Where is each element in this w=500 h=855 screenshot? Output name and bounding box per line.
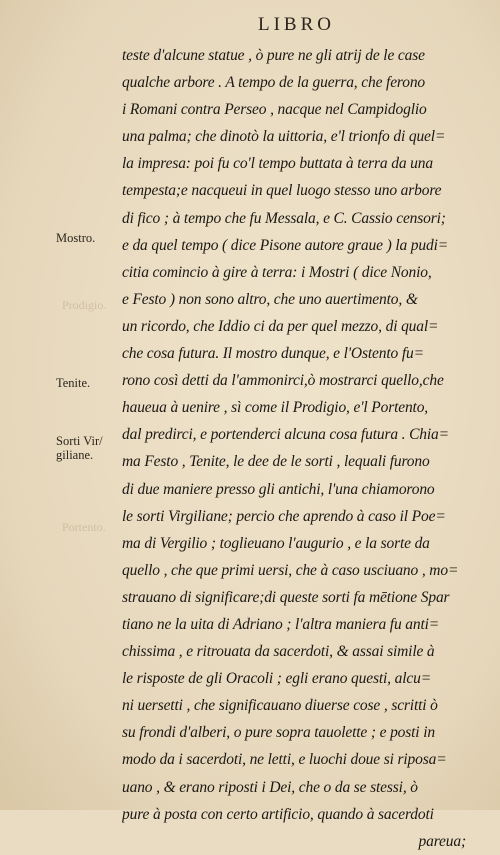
text-line: tempesta;e nacqueui in quel luogo stesso uno arbore bbox=[122, 182, 442, 200]
text-line: teste d'alcune statue , ò pure ne gli atrij de le case bbox=[122, 47, 425, 64]
text-line: dal predirci, e portenderci alcuna cosa futura . Chia= bbox=[122, 426, 449, 444]
text-line: le risposte de gli Oracoli ; egli erano questi, alcu= bbox=[122, 670, 432, 688]
bleed-through-note: Prodigio. bbox=[62, 298, 107, 312]
running-header: LIBRO bbox=[258, 14, 335, 35]
text-line: e Festo ) non sono altro, che uno auertimento, & bbox=[122, 290, 418, 308]
text-line: chissima , e ritrouata da sacerdoti, & assai simile à bbox=[122, 643, 435, 661]
bleed-through-note: Portento. bbox=[62, 520, 106, 534]
text-line: ma di Vergilio ; toglieuano l'augurio , e la sorte da bbox=[122, 534, 430, 552]
text-line: modo da i sacerdoti, ne letti, e luochi doue si riposa= bbox=[122, 751, 447, 769]
text-line: le sorti Virgiliane; percio che aprendo à caso il Poe= bbox=[122, 507, 446, 525]
text-line: la impresa: poi fu co'l tempo buttata à terra da una bbox=[122, 155, 433, 173]
text-line: pure à posta con certo artificio, quando à sacerdoti bbox=[122, 805, 434, 823]
text-line: un ricordo, che Iddio ci da per quel mezzo, di qual= bbox=[122, 317, 439, 335]
text-line: e da quel tempo ( dice Pisone autore graue ) la pudi= bbox=[122, 236, 449, 254]
margin-note-sorti-2: giliane. bbox=[56, 448, 94, 462]
text-line-catchword: pareua; bbox=[418, 832, 466, 850]
text-line: di due maniere presso gli antichi, l'una chiamorono bbox=[122, 480, 435, 498]
text-line: uano , & erano riposti i Dei, che o da se stessi, ò bbox=[122, 778, 418, 796]
margin-note-tenite: Tenite. bbox=[56, 376, 91, 390]
text-line: strauano di significare;di queste sorti fa mētione Spar bbox=[122, 588, 450, 606]
text-line: di fico ; à tempo che fu Messala, e C. Cassio censori; bbox=[122, 209, 446, 227]
text-line: ma Festo , Tenite, le dee de le sorti , lequali furono bbox=[122, 453, 430, 471]
text-line: haueua à uenire , sì come il Prodigio, e'l Portento, bbox=[122, 399, 429, 417]
margin-note-sorti-1: Sorti Vir/ bbox=[56, 434, 103, 448]
margin-note-mostro: Mostro. bbox=[56, 231, 96, 245]
text-line: tiano ne la uita di Adriano ; l'altra maniera fu anti= bbox=[122, 615, 440, 633]
text-line: qualche arbore . A tempo de la guerra, che ferono bbox=[122, 74, 426, 92]
text-line: quello , che que primi uersi, che à caso usciuano , mo= bbox=[122, 561, 459, 579]
text-line: su frondi d'alberi, o pure sopra tauolette ; e posti in bbox=[122, 724, 435, 742]
text-line: che cosa futura. Il mostro dunque, e l'Ostento fu= bbox=[122, 345, 424, 363]
text-line: rono così detti da l'ammonirci,ò mostrarci quello,che bbox=[122, 372, 444, 390]
text-line: citia comincio à gire à terra: i Mostri ( dice Nonio, bbox=[122, 263, 432, 281]
text-line: una palma; che dinotò la uittoria, e'l trionfo di quel= bbox=[122, 128, 446, 146]
body-text bbox=[122, 42, 494, 855]
text-line: i Romani contra Perseo , nacque nel Campidoglio bbox=[122, 101, 427, 119]
text-line: ni uersetti , che significauano diuerse cose , scritti ò bbox=[122, 697, 438, 715]
